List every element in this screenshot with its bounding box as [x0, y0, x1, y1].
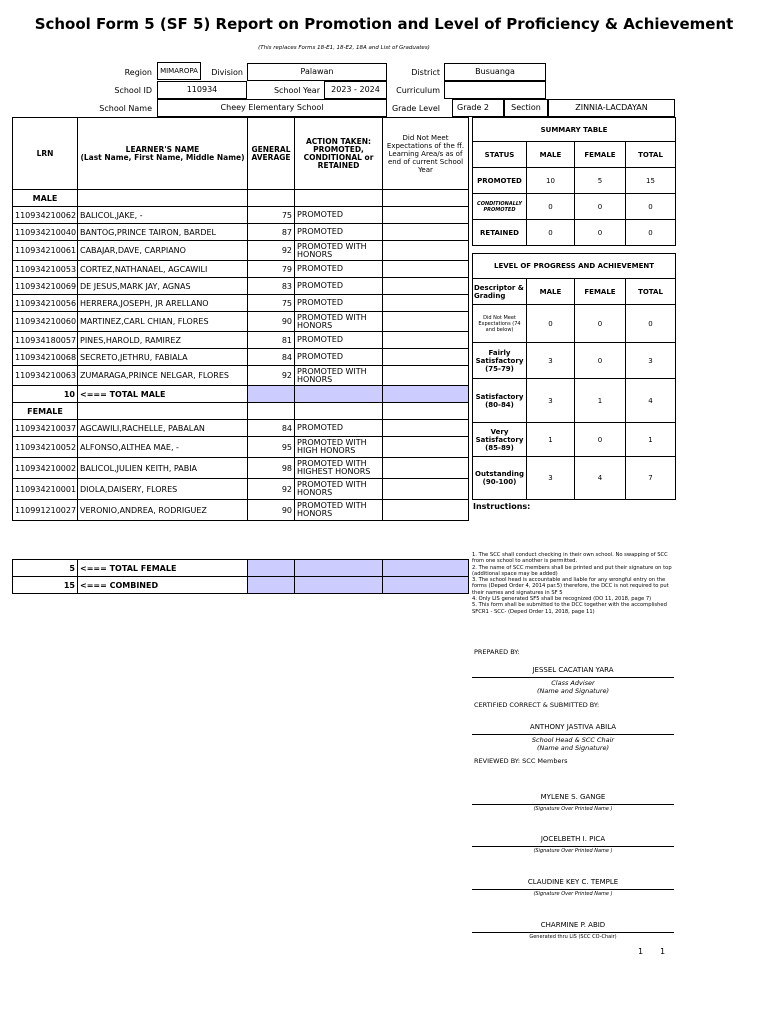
learner-name: DE JESUS,MARK JAY, AGNAS	[78, 278, 248, 295]
learner-name: BANTOG,PRINCE TAIRON, BARDEL	[78, 224, 248, 241]
summary-status: CONDITIONALLY PROMOTED	[473, 194, 527, 220]
learner-name: BALICOL,JULIEN KEITH, PABIA	[78, 458, 248, 479]
learner-average: 92	[248, 241, 295, 261]
region-label: Region	[124, 68, 152, 77]
learner-action: PROMOTED	[295, 332, 383, 349]
form-title: School Form 5 (SF 5) Report on Promotion and Level of Proficiency & Achievement	[34, 15, 734, 33]
school-id-label: School ID	[114, 86, 152, 95]
learner-did-not-meet	[383, 241, 469, 261]
progress-title: LEVEL OF PROGRESS AND ACHIEVEMENT	[473, 254, 676, 279]
summary-row	[473, 194, 676, 220]
learner-did-not-meet	[383, 295, 469, 312]
learner-row	[13, 420, 469, 437]
learner-lrn: 110934210068	[13, 349, 78, 366]
school-name-value: Cheey Elementary School	[157, 99, 387, 117]
learner-did-not-meet	[383, 437, 469, 458]
learner-average: 84	[248, 420, 295, 437]
lrn-header: LRN	[13, 118, 78, 190]
progress-header-total: TOTAL	[626, 279, 676, 305]
summary-header-male: MALE	[527, 142, 575, 168]
combined-row	[13, 577, 469, 594]
learner-row	[13, 500, 469, 521]
male-section-label: MALE	[13, 190, 78, 207]
learner-row	[13, 332, 469, 349]
summary-total: 0	[626, 220, 676, 246]
progress-male: 0	[527, 305, 575, 343]
section-value: ZINNIA-LACDAYAN	[548, 99, 675, 117]
district-label: District	[411, 68, 440, 77]
summary-male: 0	[527, 194, 575, 220]
instructions-title: Instructions:	[473, 502, 531, 511]
learner-action: PROMOTED	[295, 420, 383, 437]
learner-average: 75	[248, 207, 295, 224]
learner-did-not-meet	[383, 224, 469, 241]
district-value: Busuanga	[444, 63, 546, 81]
progress-descriptor: Outstanding (90-100)	[473, 457, 527, 500]
learner-action: PROMOTED	[295, 207, 383, 224]
learner-name: VERONIO,ANDREA, RODRIGUEZ	[78, 500, 248, 521]
progress-male: 3	[527, 379, 575, 423]
learner-name: SECRETO,JETHRU, FABIALA	[78, 349, 248, 366]
learner-lrn: 110934210061	[13, 241, 78, 261]
learner-average: 83	[248, 278, 295, 295]
progress-descriptor: Did Not Meet Expectations (74 and below)	[473, 305, 527, 343]
learner-lrn: 110934210040	[13, 224, 78, 241]
learner-action: PROMOTED WITH HONORS	[295, 479, 383, 500]
summary-title: SUMMARY TABLE	[473, 118, 676, 142]
progress-row	[473, 305, 676, 343]
learner-lrn: 110934210002	[13, 458, 78, 479]
learner-did-not-meet	[383, 458, 469, 479]
summary-total: 15	[626, 168, 676, 194]
learner-action: PROMOTED WITH HIGH HONORS	[295, 437, 383, 458]
combined-label: <=== COMBINED	[78, 577, 248, 594]
member-name: JOCELBETH I. PICA	[540, 835, 606, 843]
adviser-name: JESSEL CACATIAN YARA	[532, 666, 614, 674]
school-id-value: 110934	[157, 81, 247, 99]
learner-name: MARTINEZ,CARL CHIAN, FLORES	[78, 312, 248, 332]
learner-average: 92	[248, 479, 295, 500]
learner-action: PROMOTED WITH HONORS	[295, 500, 383, 521]
progress-total: 1	[626, 423, 676, 457]
progress-female: 1	[575, 379, 626, 423]
learner-average: 87	[248, 224, 295, 241]
combined-count: 15	[13, 577, 78, 594]
summary-male: 10	[527, 168, 575, 194]
head-role: School Head & SCC Chair	[531, 736, 615, 744]
progress-row	[473, 379, 676, 423]
member-note: (Signature Over Printed Name )	[533, 848, 613, 854]
page-number: 1	[638, 947, 644, 956]
learner-name: ALFONSO,ALTHEA MAE, -	[78, 437, 248, 458]
school-year-value: 2023 - 2024	[324, 81, 387, 99]
progress-total: 4	[626, 379, 676, 423]
progress-female: 4	[575, 457, 626, 500]
learner-row	[13, 278, 469, 295]
total-male-count: 10	[13, 386, 78, 403]
instruction-item: 5. This form shall be submitted to the DCC together with the accomplished SFCR1 - SCC- (Deped Order 11, 2018, page 11)	[472, 602, 667, 615]
page-total: 1	[660, 947, 666, 956]
learner-average: 98	[248, 458, 295, 479]
learner-action: PROMOTED	[295, 261, 383, 278]
progress-table	[472, 253, 676, 500]
learner-did-not-meet	[383, 261, 469, 278]
member-signature-line	[472, 932, 674, 933]
instructions-list	[472, 552, 677, 615]
learner-lrn: 110934210052	[13, 437, 78, 458]
total-male-label: <=== TOTAL MALE	[78, 386, 248, 403]
learner-did-not-meet	[383, 479, 469, 500]
grade-level-value: Grade 2	[452, 99, 504, 117]
learner-did-not-meet	[383, 332, 469, 349]
instruction-item: 1. The SCC shall conduct checking in their own school. No swapping of SCC from one school to another is permitted.	[472, 552, 668, 565]
total-female-label: <=== TOTAL FEMALE	[78, 560, 248, 577]
learner-average: 92	[248, 366, 295, 386]
learner-name: AGCAWILI,RACHELLE, PABALAN	[78, 420, 248, 437]
adviser-signature-line	[472, 677, 674, 678]
learner-lrn: 110934210063	[13, 366, 78, 386]
learner-name: PINES,HAROLD, RAMIREZ	[78, 332, 248, 349]
prepared-by-label: PREPARED BY:	[474, 648, 520, 656]
head-name: ANTHONY JASTIVA ABILA	[529, 723, 617, 731]
learners-table	[12, 117, 469, 521]
learner-row	[13, 366, 469, 386]
member-signature-line	[472, 889, 674, 890]
summary-header-female: FEMALE	[575, 142, 626, 168]
instruction-item: 4. Only LIS generated SF5 shall be recognized (DO 11, 2018, page 7)	[472, 596, 652, 603]
progress-row	[473, 423, 676, 457]
certified-label: CERTIFIED CORRECT & SUBMITTED BY:	[474, 701, 600, 709]
learner-did-not-meet	[383, 278, 469, 295]
member-note: Generated thru LIS (SCC CO-Chair)	[529, 934, 617, 940]
learner-row	[13, 437, 469, 458]
reviewed-label: REVIEWED BY: SCC Members	[474, 757, 568, 765]
learner-lrn: 110934210037	[13, 420, 78, 437]
learner-action: PROMOTED	[295, 224, 383, 241]
progress-male: 3	[527, 457, 575, 500]
learner-name: HERRERA,JOSEPH, JR ARELLANO	[78, 295, 248, 312]
summary-female: 5	[575, 168, 626, 194]
learner-row	[13, 458, 469, 479]
learner-lrn: 110934210060	[13, 312, 78, 332]
member-note: (Signature Over Printed Name )	[533, 891, 613, 897]
learner-average: 81	[248, 332, 295, 349]
division-value: Palawan	[247, 63, 387, 81]
learner-lrn: 110934180057	[13, 332, 78, 349]
learner-average: 84	[248, 349, 295, 366]
member-signature-line	[472, 846, 674, 847]
learner-did-not-meet	[383, 500, 469, 521]
region-value: MIMAROPA	[157, 62, 201, 80]
totals-table	[12, 559, 469, 594]
total-female-row	[13, 560, 469, 577]
progress-descriptor: Very Satisfactory (85-89)	[473, 423, 527, 457]
instruction-item: 2. The name of SCC members shall be printed and put their signature on top (additional space may be added)	[472, 564, 672, 577]
female-section-label: FEMALE	[13, 403, 78, 420]
progress-row	[473, 343, 676, 379]
summary-row	[473, 168, 676, 194]
learner-name: BALICOL,JAKE, -	[78, 207, 248, 224]
learner-did-not-meet	[383, 366, 469, 386]
learner-action: PROMOTED	[295, 295, 383, 312]
progress-header-descriptor: Descriptor & Grading	[473, 279, 527, 305]
action-header: ACTION TAKEN: PROMOTED, CONDITIONAL or RETAINED	[295, 118, 383, 190]
head-signature-line	[472, 734, 674, 735]
summary-row	[473, 220, 676, 246]
progress-total: 3	[626, 343, 676, 379]
progress-female: 0	[575, 343, 626, 379]
learner-action: PROMOTED WITH HIGHEST HONORS	[295, 458, 383, 479]
learner-average: 95	[248, 437, 295, 458]
learner-name: CABAJAR,DAVE, CARPIANO	[78, 241, 248, 261]
progress-descriptor: Satisfactory (80-84)	[473, 379, 527, 423]
member-name: MYLENE S. GANGE	[540, 793, 606, 801]
member-signature-line	[472, 804, 674, 805]
learner-lrn: 110934210053	[13, 261, 78, 278]
member-name: CLAUDINE KEY C. TEMPLE	[527, 878, 619, 886]
grade-level-label: Grade Level	[391, 104, 440, 113]
learner-average: 75	[248, 295, 295, 312]
learner-average: 79	[248, 261, 295, 278]
learner-row	[13, 224, 469, 241]
learner-lrn: 110934210069	[13, 278, 78, 295]
school-year-label: School Year	[273, 86, 320, 95]
progress-header-female: FEMALE	[575, 279, 626, 305]
progress-descriptor: Fairly Satisfactory (75-79)	[473, 343, 527, 379]
summary-status: PROMOTED	[473, 168, 527, 194]
progress-male: 1	[527, 423, 575, 457]
learner-row	[13, 261, 469, 278]
learner-action: PROMOTED WITH HONORS	[295, 241, 383, 261]
learner-average: 90	[248, 500, 295, 521]
learner-name: CORTEZ,NATHANAEL, AGCAWILI	[78, 261, 248, 278]
progress-total: 0	[626, 305, 676, 343]
school-name-label: School Name	[99, 104, 152, 113]
learner-did-not-meet	[383, 349, 469, 366]
learner-did-not-meet	[383, 207, 469, 224]
adviser-role: Class Adviser	[551, 679, 595, 687]
summary-header-total: TOTAL	[626, 142, 676, 168]
summary-table	[472, 117, 676, 246]
summary-total: 0	[626, 194, 676, 220]
learner-did-not-meet	[383, 312, 469, 332]
member-note: (Signature Over Printed Name )	[533, 806, 613, 812]
learner-name: DIOLA,DAISERY, FLORES	[78, 479, 248, 500]
learner-lrn: 110934210056	[13, 295, 78, 312]
progress-female: 0	[575, 305, 626, 343]
learner-lrn: 110934210001	[13, 479, 78, 500]
learner-row	[13, 349, 469, 366]
total-male-row	[13, 386, 469, 403]
learner-lrn: 110991210027	[13, 500, 78, 521]
summary-status: RETAINED	[473, 220, 527, 246]
learner-row	[13, 312, 469, 332]
summary-female: 0	[575, 220, 626, 246]
learner-average: 90	[248, 312, 295, 332]
progress-header-male: MALE	[527, 279, 575, 305]
learner-action: PROMOTED	[295, 278, 383, 295]
member-name: CHARMINE P. ABID	[540, 921, 606, 929]
learner-row	[13, 295, 469, 312]
learner-row	[13, 479, 469, 500]
total-female-count: 5	[13, 560, 78, 577]
learner-row	[13, 241, 469, 261]
division-label: Division	[211, 68, 243, 77]
section-label: Section	[504, 99, 548, 117]
learner-lrn: 110934210062	[13, 207, 78, 224]
curriculum-value	[444, 81, 546, 99]
learner-action: PROMOTED WITH HONORS	[295, 366, 383, 386]
curriculum-label: Curriculum	[396, 86, 440, 95]
summary-header-status: STATUS	[473, 142, 527, 168]
progress-total: 7	[626, 457, 676, 500]
learner-did-not-meet	[383, 420, 469, 437]
did-not-meet-header: Did Not Meet Expectations of the ff. Learning Area/s as of end of current School Year	[383, 118, 469, 190]
progress-male: 3	[527, 343, 575, 379]
head-note: (Name and Signature)	[536, 744, 610, 752]
progress-female: 0	[575, 423, 626, 457]
form-subtitle: (This replaces Forms 18-E1, 18-E2, 18A and List of Graduates)	[258, 45, 430, 51]
summary-female: 0	[575, 194, 626, 220]
progress-row	[473, 457, 676, 500]
learner-action: PROMOTED	[295, 349, 383, 366]
instruction-item: 3. The school head is accountable and liable for any wrongful entry on the forms (Deped Order 4, 2014 par.5) therefore, the DCC is not required to put their names and signatures in SF 5	[472, 577, 669, 596]
learner-name: ZUMARAGA,PRINCE NELGAR, FLORES	[78, 366, 248, 386]
adviser-note: (Name and Signature)	[536, 687, 610, 695]
learner-action: PROMOTED WITH HONORS	[295, 312, 383, 332]
summary-male: 0	[527, 220, 575, 246]
name-header: LEARNER'S NAME (Last Name, First Name, Middle Name)	[78, 118, 248, 190]
average-header: GENERAL AVERAGE	[248, 118, 295, 190]
learner-row	[13, 207, 469, 224]
